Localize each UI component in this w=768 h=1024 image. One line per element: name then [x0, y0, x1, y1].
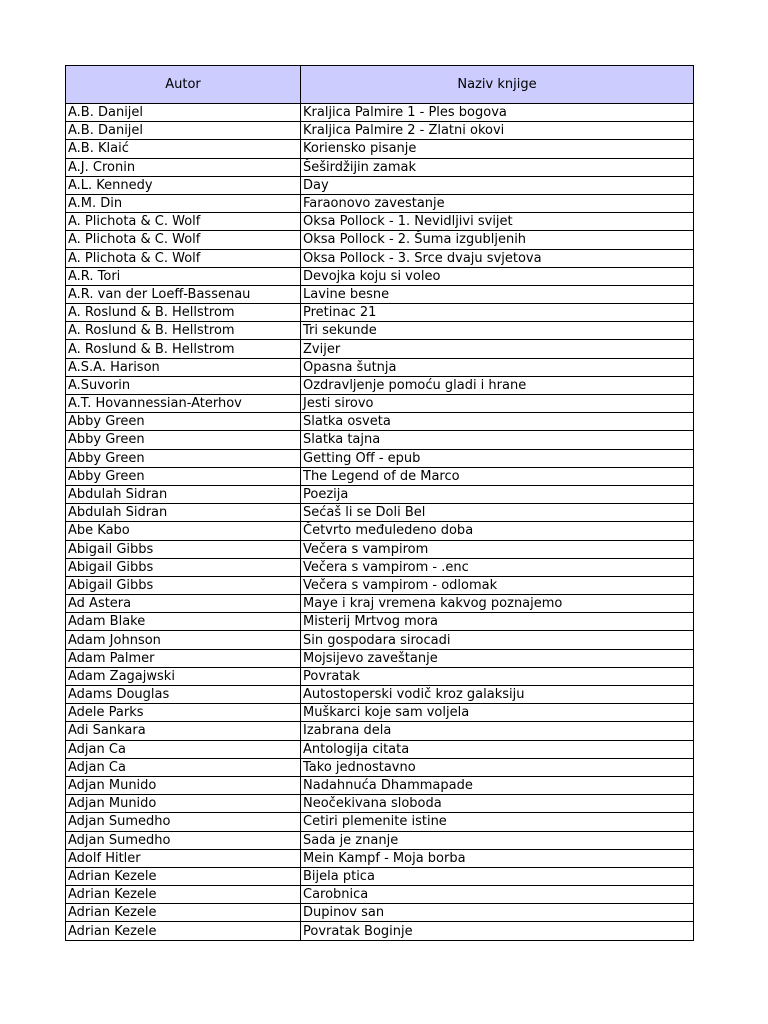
- book-title-cell: Lavine besne: [301, 285, 694, 303]
- author-cell: Adam Zagajwski: [66, 667, 301, 685]
- author-cell: A. Plichota & C. Wolf: [66, 249, 301, 267]
- book-title-cell: Pretinac 21: [301, 304, 694, 322]
- book-title-cell: Getting Off - epub: [301, 449, 694, 467]
- table-row: [66, 213, 694, 231]
- author-cell: Adams Douglas: [66, 686, 301, 704]
- author-cell: Abdulah Sidran: [66, 504, 301, 522]
- author-cell: A.Suvorin: [66, 376, 301, 394]
- author-cell: A. Plichota & C. Wolf: [66, 213, 301, 231]
- table-row: [66, 304, 694, 322]
- author-cell: Ad Astera: [66, 595, 301, 613]
- table-row: [66, 667, 694, 685]
- book-title-cell: Slatka tajna: [301, 431, 694, 449]
- author-cell: A. Roslund & B. Hellstrom: [66, 322, 301, 340]
- table-row: [66, 231, 694, 249]
- table-row: [66, 449, 694, 467]
- book-title-cell: Sećaš li se Doli Bel: [301, 504, 694, 522]
- table-row: [66, 395, 694, 413]
- author-cell: A.T. Hovannessian-Aterhov: [66, 395, 301, 413]
- book-title-cell: Izabrana dela: [301, 722, 694, 740]
- book-title-cell: Oksa Pollock - 2. Šuma izgubljenih: [301, 231, 694, 249]
- header-author: Autor: [66, 66, 301, 104]
- table-row: [66, 467, 694, 485]
- book-title-cell: Mein Kampf - Moja borba: [301, 849, 694, 867]
- author-cell: Adam Palmer: [66, 649, 301, 667]
- author-cell: Abby Green: [66, 413, 301, 431]
- table-row: [66, 722, 694, 740]
- table-row: [66, 504, 694, 522]
- author-cell: Adjan Sumedho: [66, 813, 301, 831]
- author-cell: Adam Blake: [66, 613, 301, 631]
- author-cell: Abigail Gibbs: [66, 576, 301, 594]
- book-title-cell: Sada je znanje: [301, 831, 694, 849]
- table-row: [66, 867, 694, 885]
- author-cell: Adrian Kezele: [66, 867, 301, 885]
- table-row: [66, 704, 694, 722]
- table-row: [66, 122, 694, 140]
- book-title-cell: Maye i kraj vremena kakvog poznajemo: [301, 595, 694, 613]
- book-title-cell: Mojsijevo zaveštanje: [301, 649, 694, 667]
- author-cell: A. Plichota & C. Wolf: [66, 231, 301, 249]
- author-cell: Adrian Kezele: [66, 886, 301, 904]
- book-title-cell: Jesti sirovo: [301, 395, 694, 413]
- book-title-cell: Nadahnuća Dhammapade: [301, 776, 694, 794]
- table-row: [66, 267, 694, 285]
- author-cell: Adrian Kezele: [66, 922, 301, 940]
- author-cell: A.R. van der Loeff-Bassenau: [66, 285, 301, 303]
- author-cell: Abby Green: [66, 449, 301, 467]
- book-title-cell: Day: [301, 176, 694, 194]
- table-row: [66, 104, 694, 122]
- author-cell: A.J. Cronin: [66, 158, 301, 176]
- table-row: [66, 595, 694, 613]
- book-title-cell: Večera s vampirom - .enc: [301, 558, 694, 576]
- book-title-cell: Koriensko pisanje: [301, 140, 694, 158]
- book-title-cell: Slatka osveta: [301, 413, 694, 431]
- author-cell: Adolf Hitler: [66, 849, 301, 867]
- author-cell: A.B. Danijel: [66, 122, 301, 140]
- author-cell: Abigail Gibbs: [66, 558, 301, 576]
- table-row: [66, 194, 694, 212]
- table-row: [66, 886, 694, 904]
- table-row: [66, 431, 694, 449]
- table-row: [66, 795, 694, 813]
- author-cell: A.B. Klaić: [66, 140, 301, 158]
- table-row: [66, 522, 694, 540]
- table-row: [66, 340, 694, 358]
- author-cell: A.M. Din: [66, 194, 301, 212]
- author-cell: Adjan Ca: [66, 758, 301, 776]
- table-row: [66, 758, 694, 776]
- book-title-cell: Neočekivana sloboda: [301, 795, 694, 813]
- table-header-row: [66, 66, 694, 104]
- table-row: [66, 140, 694, 158]
- author-cell: Adrian Kezele: [66, 904, 301, 922]
- book-title-cell: Opasna šutnja: [301, 358, 694, 376]
- book-title-cell: Šeširdžijin zamak: [301, 158, 694, 176]
- author-cell: Adjan Ca: [66, 740, 301, 758]
- table-row: [66, 158, 694, 176]
- book-title-cell: Poezija: [301, 485, 694, 503]
- table-row: [66, 376, 694, 394]
- author-cell: Abe Kabo: [66, 522, 301, 540]
- book-list-sheet: [65, 65, 693, 941]
- table-row: [66, 831, 694, 849]
- author-cell: Abdulah Sidran: [66, 485, 301, 503]
- book-title-cell: Carobnica: [301, 886, 694, 904]
- table-row: [66, 649, 694, 667]
- book-title-cell: Povratak Boginje: [301, 922, 694, 940]
- book-title-cell: Sin gospodara sirocadi: [301, 631, 694, 649]
- table-row: [66, 322, 694, 340]
- table-row: [66, 631, 694, 649]
- table-row: [66, 776, 694, 794]
- book-title-cell: Kraljica Palmire 1 - Ples bogova: [301, 104, 694, 122]
- book-title-cell: Večera s vampirom - odlomak: [301, 576, 694, 594]
- header-book-title: Naziv knjige: [301, 66, 694, 104]
- book-title-cell: Oksa Pollock - 3. Srce dvaju svjetova: [301, 249, 694, 267]
- author-cell: Adele Parks: [66, 704, 301, 722]
- book-title-cell: Devojka koju si voleo: [301, 267, 694, 285]
- book-title-cell: Večera s vampirom: [301, 540, 694, 558]
- author-cell: A.R. Tori: [66, 267, 301, 285]
- table-row: [66, 249, 694, 267]
- table-row: [66, 576, 694, 594]
- author-cell: Adi Sankara: [66, 722, 301, 740]
- book-title-cell: Povratak: [301, 667, 694, 685]
- book-title-cell: Kraljica Palmire 2 - Zlatni okovi: [301, 122, 694, 140]
- author-cell: Abby Green: [66, 431, 301, 449]
- author-cell: A.S.A. Harison: [66, 358, 301, 376]
- book-table: [65, 65, 694, 941]
- table-row: [66, 558, 694, 576]
- table-row: [66, 849, 694, 867]
- book-title-cell: The Legend of de Marco: [301, 467, 694, 485]
- table-row: [66, 540, 694, 558]
- table-row: [66, 358, 694, 376]
- book-title-cell: Cetiri plemenite istine: [301, 813, 694, 831]
- book-title-cell: Zvijer: [301, 340, 694, 358]
- table-row: [66, 740, 694, 758]
- book-title-cell: Antologija citata: [301, 740, 694, 758]
- book-title-cell: Tako jednostavno: [301, 758, 694, 776]
- book-title-cell: Autostoperski vodič kroz galaksiju: [301, 686, 694, 704]
- table-row: [66, 904, 694, 922]
- author-cell: A.L. Kennedy: [66, 176, 301, 194]
- table-row: [66, 176, 694, 194]
- author-cell: A. Roslund & B. Hellstrom: [66, 304, 301, 322]
- author-cell: Abigail Gibbs: [66, 540, 301, 558]
- table-row: [66, 922, 694, 940]
- table-row: [66, 413, 694, 431]
- author-cell: Adjan Sumedho: [66, 831, 301, 849]
- table-row: [66, 813, 694, 831]
- book-title-cell: Faraonovo zavestanje: [301, 194, 694, 212]
- table-row: [66, 613, 694, 631]
- table-row: [66, 686, 694, 704]
- author-cell: Adjan Munido: [66, 776, 301, 794]
- book-title-cell: Misterij Mrtvog mora: [301, 613, 694, 631]
- book-title-cell: Ozdravljenje pomoću gladi i hrane: [301, 376, 694, 394]
- table-body: [66, 104, 694, 941]
- book-title-cell: Bijela ptica: [301, 867, 694, 885]
- book-title-cell: Dupinov san: [301, 904, 694, 922]
- author-cell: Adjan Munido: [66, 795, 301, 813]
- book-title-cell: Tri sekunde: [301, 322, 694, 340]
- book-title-cell: Oksa Pollock - 1. Nevidljivi svijet: [301, 213, 694, 231]
- author-cell: A. Roslund & B. Hellstrom: [66, 340, 301, 358]
- author-cell: A.B. Danijel: [66, 104, 301, 122]
- author-cell: Adam Johnson: [66, 631, 301, 649]
- author-cell: Abby Green: [66, 467, 301, 485]
- table-row: [66, 285, 694, 303]
- book-title-cell: Muškarci koje sam voljela: [301, 704, 694, 722]
- table-row: [66, 485, 694, 503]
- book-title-cell: Četvrto međuledeno doba: [301, 522, 694, 540]
